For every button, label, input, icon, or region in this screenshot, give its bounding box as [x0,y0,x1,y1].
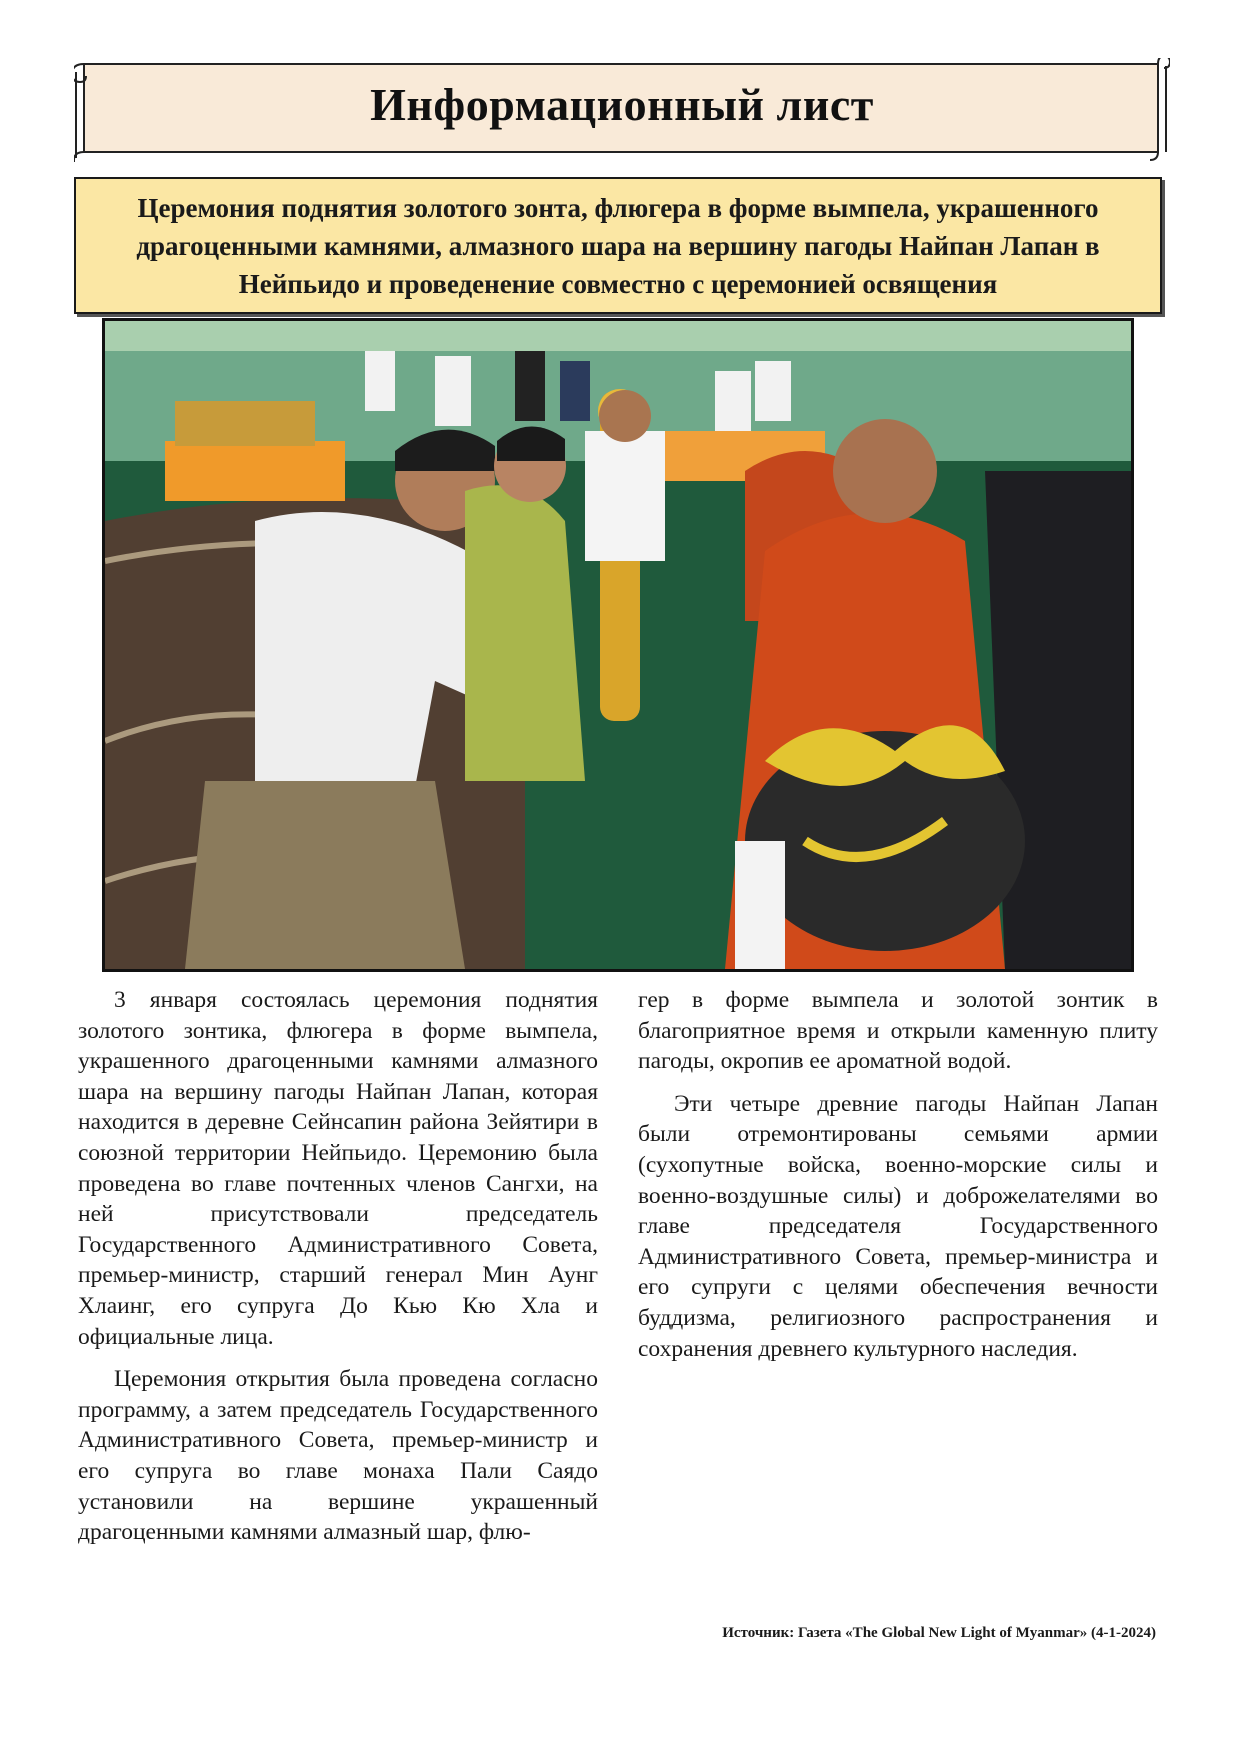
ceremony-photo [102,318,1134,972]
source-credit: Источник: Газета «The Global New Light of Myanmar» (4-1-2024) [722,1625,1156,1641]
headline-text: Церемония поднятия золотого зонта, флюгера в форме вымпела, украшенного драгоценными камнями, алмазного шара на вершину пагоды Найпан Лапан в Нейпьидо и проведенение совместно с церемонией освящения [136,192,1100,299]
article-column-left [78,985,598,1560]
article-paragraph-1: 3 января состоялась церемония поднятия золотого зонтика, флюгера в форме вымпела, украшенного драгоценными камнями алмазного шара на вершину пагоды Найпан Лапан, которая находится в деревне Сейнсапин района Зейятири в союзной территории Нейпьидо. Церемонию была проведена во главе почтенных членов Сангхи, на ней присутствовали председатель Государственного Административного Совета, премьер-министр, старший генерал Мин Аунг Хлаинг, его супруга До Кью Кю Хла и официальные лица. [78,987,598,1350]
article-paragraph-3: гер в форме вымпела и золотой зонтик в благоприятное время и открыли каменную плиту пагоды, окропив ее ароматной водой. [638,987,1158,1075]
title-scroll-banner [74,58,1170,162]
ceremony-photo-illustration [105,321,1131,969]
article-column-right [638,985,1158,1376]
article-paragraph-4: Эти четыре древние пагоды Найпан Лапан были отремонтированы семьями армии (сухопутные войска, военно-морские силы и военно-воздушные силы) и доброжелателями во главе председателя Государственного Административного Совета, премьер-министра и его супруги с целями обеспечения вечности буддизма, религиозного распространения и сохранения древнего культурного наследия. [638,1090,1158,1362]
page-title: Информационный лист [370,79,874,130]
article-paragraph-2: Церемония открытия была проведена согласно программу, а затем председатель Государственного Административного Совета, премьер-министр и его супруга во главе монаха Пали Саядо установили на вершине украшенный драгоценными камнями алмазный шар, флю- [78,1366,598,1546]
headline-box [74,177,1162,314]
